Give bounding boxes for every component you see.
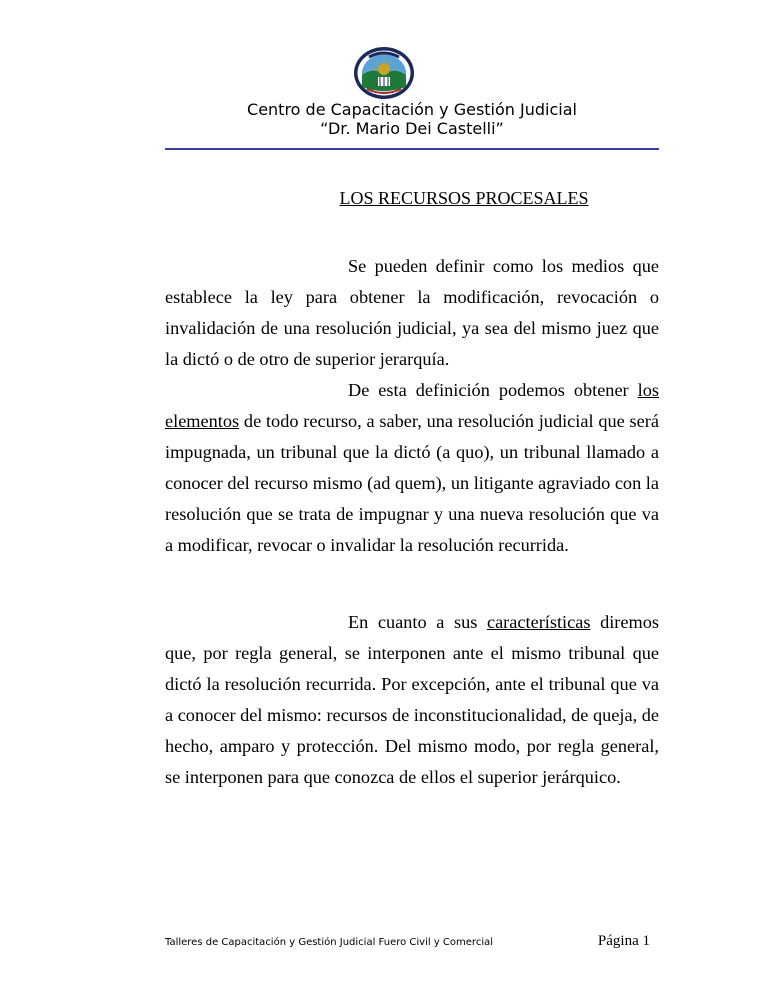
page-number: Página 1 bbox=[597, 933, 650, 949]
paragraph-definition: Se pueden definir como los medios que establece la ley para obtener la modificación, revocación o invalidación de una resolución judicial, ya sea del mismo juez que la dictó o de otro de superior jerarquía. bbox=[165, 256, 659, 369]
paragraph-elements bbox=[165, 375, 659, 561]
provincial-seal-logo bbox=[351, 45, 417, 101]
paragraph-characteristics-body: diremos que, por regla general, se interponen ante el mismo tribunal que dictó la resolución recurrida. Por excepción, ante el tribunal que va a conocer del mismo: recursos de inconstitucionalidad, de queja, de hecho, amparo y protección. Del mismo modo, por regla general, se interponen para que conozca de ellos el superior jerárquico. bbox=[165, 612, 659, 787]
paragraph-elements-intro: De esta definición podemos obtener bbox=[348, 380, 638, 400]
document-title: LOS RECURSOS PROCESALES bbox=[339, 188, 589, 208]
underlined-term-elements: los elementos bbox=[165, 380, 659, 431]
header-line-1: Centro de Capacitación y Gestión Judicial bbox=[247, 100, 577, 119]
paragraph-elements-body: de todo recurso, a saber, una resolución judicial que será impugnada, un tribunal que la dictó (a quo), un tribunal llamado a conocer del recurso mismo (ad quem), un litigante agraviado con la resolución que se trata de impugnar y una nueva resolución que va a modificar, revocar o invalidar la resolución recurrida. bbox=[165, 411, 659, 555]
underlined-term-characteristics: características bbox=[486, 612, 591, 632]
footer-text: Talleres de Capacitación y Gestión Judicial Fuero Civil y Comercial bbox=[165, 937, 494, 948]
paragraph-characteristics-intro: En cuanto a sus bbox=[348, 612, 487, 632]
header-divider bbox=[165, 148, 659, 150]
header-line-2: “Dr. Mario Dei Castelli” bbox=[320, 119, 504, 138]
paragraph-characteristics bbox=[165, 607, 659, 793]
